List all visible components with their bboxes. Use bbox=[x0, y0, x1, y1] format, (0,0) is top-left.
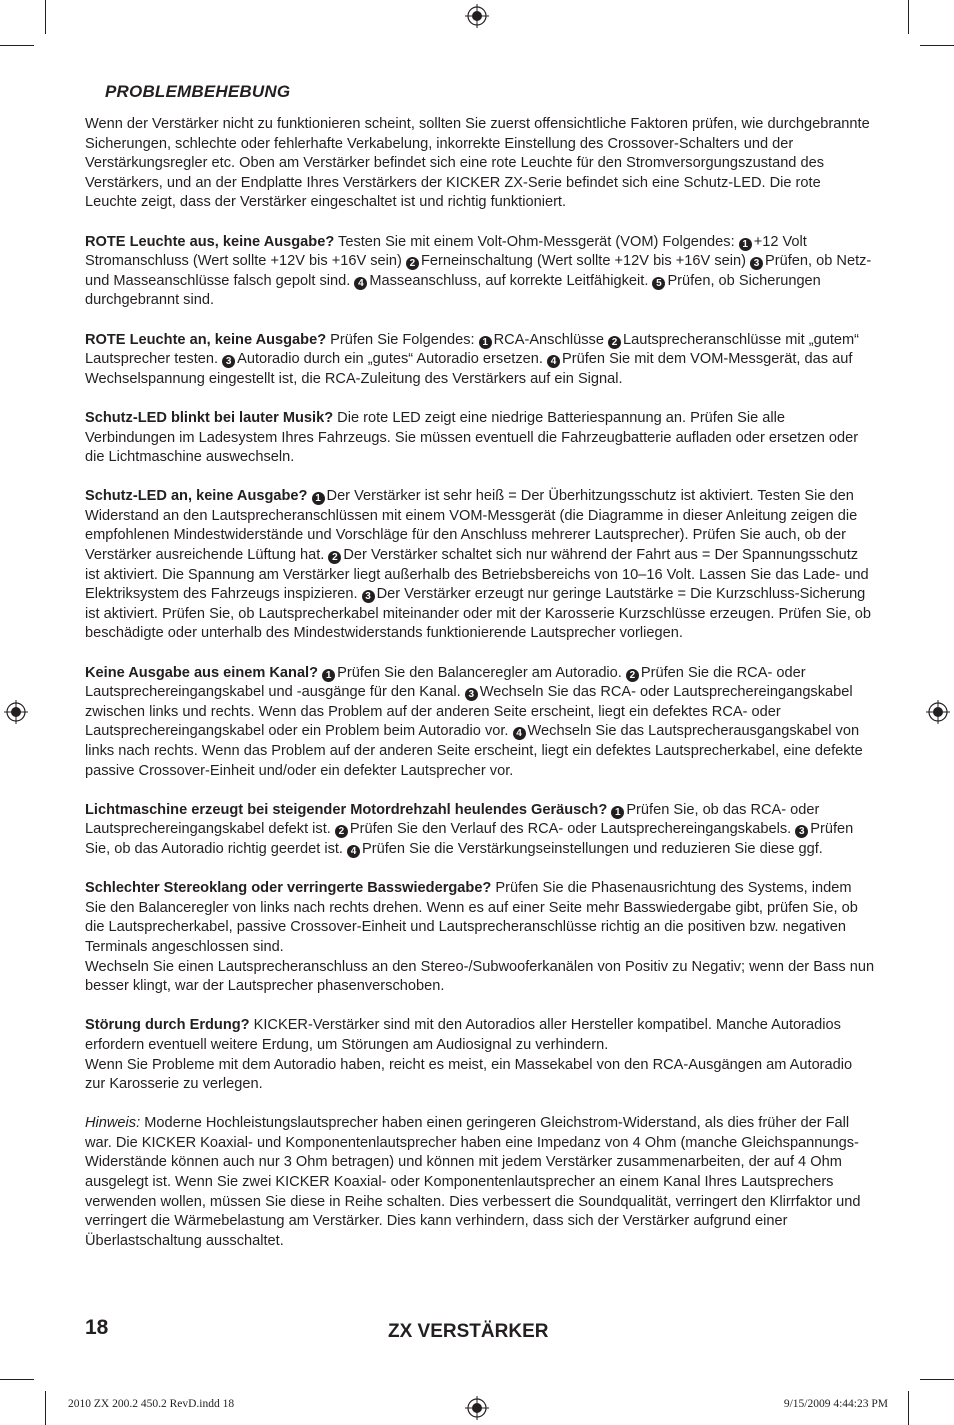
section-title: Keine Ausgabe aus einem Kanal? bbox=[85, 664, 319, 681]
step-text: Prüfen Sie die Verstärkungseinstellungen und reduzieren Sie diese ggf. bbox=[362, 840, 823, 857]
document-body bbox=[85, 115, 875, 1271]
section-lead: Prüfen Sie Folgendes: bbox=[326, 331, 479, 348]
step-text: Prüfen, ob Netz- und Masseanschlüsse falsch gepolt sind. bbox=[85, 253, 872, 289]
step-number-icon: 4 bbox=[547, 355, 560, 368]
step-number-icon: 5 bbox=[652, 277, 665, 290]
step-number-icon: 2 bbox=[335, 825, 348, 838]
step-number-icon: 4 bbox=[354, 277, 367, 290]
page-title: PROBLEMBEHEBUNG bbox=[105, 82, 291, 101]
step-number-icon: 2 bbox=[626, 669, 639, 682]
crop-mark bbox=[908, 0, 909, 34]
section-title: Lichtmaschine erzeugt bei steigender Motordrehzahl heulendes Geräusch? bbox=[85, 801, 608, 818]
section-lead: Die rote LED zeigt eine niedrige Batteriespannung an. Prüfen Sie alle Verbindungen im Ladesystem Ihres Fahrzeugs. Sie müssen eventuell die Fahrzeugbatterie aufladen oder ersetzen oder die Lichtmaschine auswechseln. bbox=[85, 409, 859, 466]
step-number-icon: 2 bbox=[328, 551, 341, 564]
step-number-icon: 4 bbox=[513, 727, 526, 740]
section-lead bbox=[307, 488, 311, 504]
section-title: Störung durch Erdung? bbox=[85, 1017, 250, 1034]
section-protect-led-blinks bbox=[85, 409, 875, 468]
step-text: Der Verstärker ist sehr heiß = Der Überhitzungsschutz ist aktiviert. Testen Sie den Widerstand an den Lautsprecheranschlüssen mit einem VOM-Messgerät (die Diagramme in dieser Anleitung zeigen die empfohlenen Mindestwiderstände und Vorschläge für den Anschluss mehrerer Lautsprecher). Prüfen Sie auch, ob der Verstärker ausreichende Lüftung hat. bbox=[85, 488, 858, 564]
note-text: Moderne Hochleistungslautsprecher haben einen geringeren Gleichstrom-Widerstand, als dies früher der Fall war. Die KICKER Koaxial- und Komponentenlautsprecher haben eine Impedanz von 4 Ohm (manche Gleichspannungs-Widerstände können auch nur 3 Ohm betragen) und können mit jedem Verstärker zusammenarbeiten, der auf 4 Ohm ausgelegt ist. Wenn Sie zwei KICKER Koaxial- oder Komponentenlautsprecher an einem Kanal Ihres Lautsprechers verwenden wollen, müssen Sie diese in Reihe schalten. Dies verbessert die Soundqualität, verringert den Klirrfaktor und verringert die Wärmebelastung am Verstärker. Dies kann verhindern, dass sich der Verstärker aufgrund einer Überlastschaltung ausschaltet. bbox=[85, 1115, 861, 1249]
note-label: Hinweis: bbox=[85, 1115, 141, 1132]
section-title: ROTE Leuchte aus, keine Ausgabe? bbox=[85, 233, 335, 250]
step-text: +12 Volt Stromanschluss (Wert sollte +12V bis +16V sein) bbox=[85, 233, 807, 270]
section-title: ROTE Leuchte an, keine Ausgabe? bbox=[85, 331, 327, 348]
step-text: Prüfen Sie den Balanceregler am Autoradio. bbox=[337, 664, 626, 681]
registration-mark-icon bbox=[465, 4, 489, 28]
step-text: Lautsprecheranschlüsse mit „gutem“ Lautsprecher testen. bbox=[85, 331, 860, 368]
section-lead: KICKER-Verstärker sind mit den Autoradios aller Hersteller kompatibel. Manche Autoradios erfordern eventuell weitere Erdung, um Störungen am Audiosignal zu verhindern. bbox=[85, 1017, 841, 1053]
page-number: 18 bbox=[85, 1316, 109, 1339]
section-alternator-whine bbox=[85, 801, 875, 860]
registration-mark-icon bbox=[926, 700, 950, 724]
slug-timestamp: 9/15/2009 4:44:23 PM bbox=[783, 1398, 888, 1410]
step-text: RCA-Anschlüsse bbox=[493, 331, 608, 348]
section-lead: Testen Sie mit einem Volt-Ohm-Messgerät (VOM) Folgendes: bbox=[334, 233, 739, 250]
registration-mark-icon bbox=[465, 1396, 489, 1420]
step-text: Prüfen Sie, ob das RCA- oder Lautsprechereingangskabel defekt ist. bbox=[85, 801, 820, 838]
section-title: Schutz-LED an, keine Ausgabe? bbox=[85, 488, 308, 505]
intro-paragraph: Wenn der Verstärker nicht zu funktionieren scheint, sollten Sie zuerst offensichtliche Faktoren prüfen, wie durchgebrannte Sicherungen, schlechte oder fehlerhafte Verkabelung, inkorrekte Einstellung des Crossover-Schalters und der Verstärkungsregler etc. Oben am Verstärker befindet sich eine rote Leuchte für den Stromversorgungszustand des Verstärkers, und an der Endplatte Ihres Verstärkers der KICKER ZX-Serie befindet sich eine Schutz-LED. Die rote Leuchte zeigt, dass der Verstärker eingeschaltet ist und richtig funktioniert. bbox=[85, 116, 870, 211]
step-number-icon: 1 bbox=[479, 336, 492, 349]
step-text: Autoradio durch ein „gutes“ Autoradio ersetzen. bbox=[237, 351, 548, 368]
step-text: Wechseln Sie das RCA- oder Lautsprechereingangskabel zwischen links und rechts. Wenn das Problem auf der anderen Seite erscheint, liegt ein defektes RCA- oder Lautsprechereingangskabel oder ein Problem beim Autoradio vor. bbox=[85, 684, 853, 740]
step-number-icon: 1 bbox=[611, 806, 624, 819]
section-protect-led-on bbox=[85, 487, 875, 644]
section-extra: Wechseln Sie einen Lautsprecheranschluss an den Stereo-/Subwooferkanälen von Positiv zu Negativ; wenn der Bass nun besser klingt, war der Lautsprecher phasenverschoben. bbox=[85, 958, 875, 995]
section-lead: Prüfen Sie die Phasenausrichtung des Systems, indem Sie den Balanceregler von links nach rechts drehen. Wenn es auf einer Seite mehr Basswiedergabe gibt, prüfen Sie, ob die Lautsprecherkabel, passive Crossover-Einheit und Lautsprecheranschlüsse richtig an die positiven bzw. negativen Terminals angeschlossen sind. bbox=[85, 880, 858, 955]
step-number-icon: 1 bbox=[312, 492, 325, 505]
crop-mark bbox=[45, 1391, 46, 1425]
registration-mark-icon bbox=[4, 700, 28, 724]
crop-mark bbox=[0, 45, 34, 46]
step-number-icon: 3 bbox=[750, 257, 763, 270]
crop-mark bbox=[45, 0, 46, 34]
step-number-icon: 4 bbox=[347, 845, 360, 858]
section-title: Schlechter Stereoklang oder verringerte Basswiedergabe? bbox=[85, 880, 492, 897]
crop-mark bbox=[920, 1379, 954, 1380]
section-poor-stereo bbox=[85, 879, 875, 997]
step-text: Prüfen Sie den Verlauf des RCA- oder Lautsprechereingangskabels. bbox=[349, 821, 796, 838]
section-ground-noise bbox=[85, 1016, 875, 1094]
step-number-icon: 3 bbox=[362, 590, 375, 603]
step-text: Prüfen Sie, ob das Autoradio richtig geerdet ist. bbox=[85, 821, 854, 857]
step-text: Wechseln Sie das Lautsprecherausgangskabel von links nach rechts. Wenn das Problem auf der anderen Seite erscheint, liegt ein defektes Lautsprecherkabel, eine defekte passive Crossover-Einheit und/oder ein defekter Lautsprecher vor. bbox=[85, 723, 863, 779]
section-title: Schutz-LED blinkt bei lauter Musik? bbox=[85, 409, 334, 426]
step-number-icon: 1 bbox=[322, 669, 335, 682]
section-no-output-channel bbox=[85, 664, 875, 782]
step-text: Prüfen Sie mit dem VOM-Messgerät, das auf Wechselspannung eingestellt ist, die RCA-Zuleitung des Verstärkers auf ein Signal. bbox=[85, 351, 853, 387]
step-number-icon: 3 bbox=[795, 825, 808, 838]
section-red-light-off bbox=[85, 233, 875, 311]
section-extra: Wenn Sie Probleme mit dem Autoradio haben, reicht es meist, ein Massekabel von den RCA-Ausgängen am Autoradio zur Karosserie zu verlegen. bbox=[85, 1056, 853, 1093]
crop-mark bbox=[920, 45, 954, 46]
step-text: Der Verstärker erzeugt nur geringe Lautstärke = Die Kurzschluss-Sicherung ist aktiviert. Prüfen Sie, ob Lautsprecherkabel miteinander oder mit der Karosserie Kurzschlüsse erzeugen. Prüfen Sie, ob beschädigte oder unterhalb des Mindestwiderstands funktionierende Lautsprecher vorliegen. bbox=[85, 586, 872, 642]
step-number-icon: 3 bbox=[465, 688, 478, 701]
step-number-icon: 1 bbox=[739, 238, 752, 251]
step-text: Ferneinschaltung (Wert sollte +12V bis +16V sein) bbox=[420, 253, 751, 270]
step-text: Prüfen, ob Sicherungen durchgebrannt sind. bbox=[85, 272, 821, 309]
step-text: Masseanschluss, auf korrekte Leitfähigkeit. bbox=[369, 272, 653, 289]
step-text: Der Verstärker schaltet sich nur während der Fahrt aus = Der Spannungsschutz ist aktiviert. Die Spannung am Verstärker liegt außerhalb des Betriebsbereichs von 10–16 Volt. Lassen Sie das Lade- und Elektriksystem des Fahrzeugs inspizieren. bbox=[85, 547, 869, 603]
crop-mark bbox=[0, 1379, 34, 1380]
note-paragraph bbox=[85, 1114, 875, 1251]
step-number-icon: 2 bbox=[608, 336, 621, 349]
section-red-light-on bbox=[85, 331, 875, 390]
footer-title: ZX VERSTÄRKER bbox=[388, 1321, 549, 1342]
step-text: Prüfen Sie die RCA- oder Lautsprechereingangskabel und -ausgänge für den Kanal. bbox=[85, 664, 806, 701]
slug-filename: 2010 ZX 200.2 450.2 RevD.indd 18 bbox=[68, 1398, 235, 1410]
step-number-icon: 3 bbox=[222, 355, 235, 368]
crop-mark bbox=[908, 1391, 909, 1425]
step-number-icon: 2 bbox=[406, 257, 419, 270]
